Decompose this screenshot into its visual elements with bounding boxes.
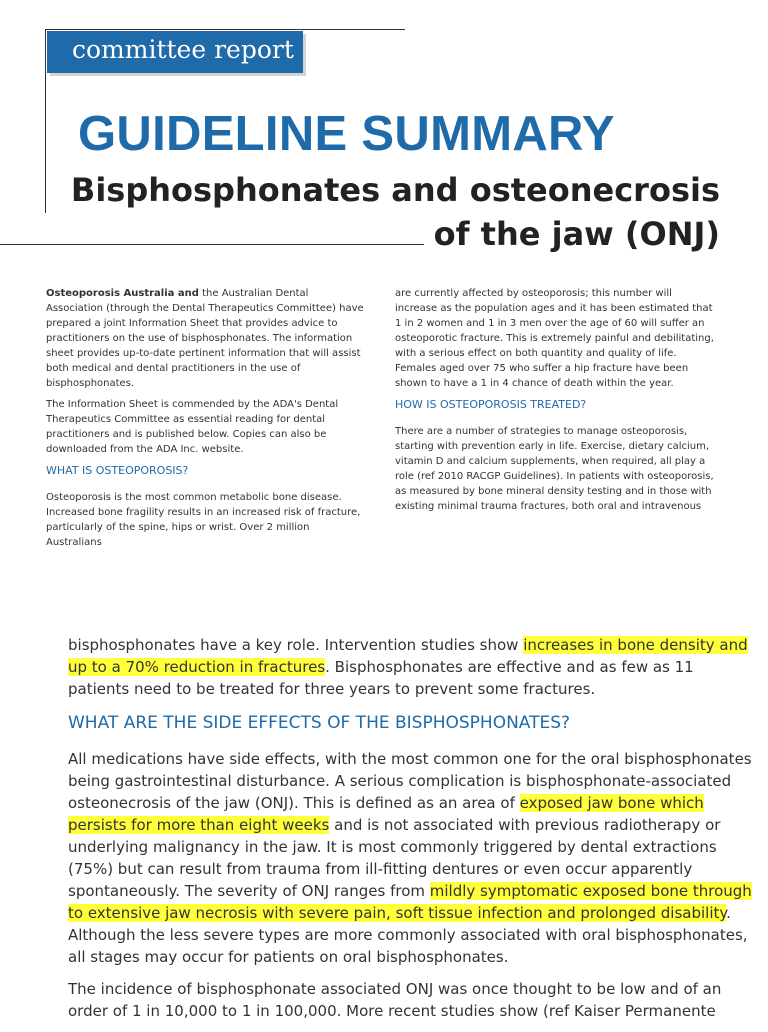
text-segment: bisphosphonates have a key role. Intervention studies show bbox=[68, 636, 524, 654]
intro-rest: the Australian Dental Association (through the Dental Therapeutics Committee) have prepared a joint Information Sheet that provides advice to practitioners on the use of bisphosphonates. The information sheet provides up-to-date pertinent information that will assist both medical and dental practitioners in the use of bisphosphonates. bbox=[46, 288, 364, 389]
highlighted-text: exposed jaw bone which persists for more than eight weeks bbox=[68, 794, 704, 834]
bisphosphonate-role-paragraph bbox=[68, 634, 758, 700]
page-title: GUIDELINE SUMMARY bbox=[78, 107, 615, 161]
left-column bbox=[46, 286, 368, 556]
text-segment: . Although the less severe types are more commonly associated with oral bisphosphonates, all stages may occur for patients on oral bisphosphonates. bbox=[68, 904, 748, 966]
treatment-heading: HOW IS OSTEOPOROSIS TREATED? bbox=[395, 398, 587, 411]
incidence-paragraph: The incidence of bisphosphonate associated ONJ was once thought to be low and of an order of 1 in 10,000 to 1 in 100,000. More recent studies show (ref Kaiser Permanente bbox=[68, 980, 722, 1020]
section-banner: committee report bbox=[47, 31, 303, 73]
osteoporosis-paragraph: Osteoporosis is the most common metabolic bone disease. Increased bone fragility results in an increased risk of fracture, particularly of the spine, hips or wrist. Over 2 million Australians bbox=[46, 492, 361, 548]
intro-paragraph bbox=[46, 286, 368, 391]
side-effects-paragraph bbox=[68, 748, 758, 968]
highlighted-text: increases in bone density and up to a 70% reduction in fractures bbox=[68, 636, 748, 676]
frame-top-rule bbox=[45, 29, 405, 30]
side-effects-heading: WHAT ARE THE SIDE EFFECTS OF THE BISPHOSPHONATES? bbox=[68, 713, 571, 733]
intro-bold: Osteoporosis Australia and bbox=[46, 288, 199, 299]
right-column bbox=[395, 286, 717, 520]
frame-left-rule bbox=[45, 29, 46, 213]
treatment-paragraph: There are a number of strategies to manage osteoporosis, starting with prevention early in life. Exercise, dietary calcium, vitamin D and calcium supplements, when required, all play a role (ref 2010 RACGP Guidelines). In patients with osteoporosis, as measured by bone mineral density testing and in those with existing minimal trauma fractures, both oral and intravenous bbox=[395, 426, 714, 512]
highlighted-text: mildly symptomatic exposed bone through to extensive jaw necrosis with severe pain, soft tissue infection and prolonged disability bbox=[68, 882, 752, 922]
osteoporosis-heading: WHAT IS OSTEOPOROSIS? bbox=[46, 464, 189, 477]
zoomed-body-text bbox=[68, 634, 758, 1032]
prevalence-paragraph: are currently affected by osteoporosis; this number will increase as the population ages and it has been estimated that 1 in 2 women and 1 in 3 men over the age of 60 will suffer an osteoporotic fracture. This is extremely painful and debilitating, with a serious effect on both quantity and quality of life. Females aged over 75 who suffer a hip fracture have been shown to have a 1 in 4 chance of death within the year. bbox=[395, 288, 714, 389]
commendation-paragraph: The Information Sheet is commended by the ADA's Dental Therapeutics Committee as essential reading for dental practitioners and is published below. Copies can also be downloaded from the ADA Inc. website. bbox=[46, 399, 339, 455]
subtitle-line-1: Bisphosphonates and osteonecrosis bbox=[70, 171, 720, 209]
page-subtitle bbox=[71, 168, 720, 256]
subtitle-line-2: of the jaw (ONJ) bbox=[433, 215, 720, 253]
text-segment: . Bisphosphonates are effective and as few as 11 patients need to be treated for three years to prevent some fractures. bbox=[68, 658, 694, 698]
text-segment: and is not associated with previous radiotherapy or underlying malignancy in the jaw. It is most commonly triggered by dental extractions (75%) but can result from trauma from ill-fitting dentures or even occur apparently spontaneously. The severity of ONJ ranges from bbox=[68, 816, 721, 900]
text-segment: All medications have side effects, with the most common one for the oral bisphosphonates being gastrointestinal disturbance. A serious complication is bisphosphonate-associated osteonecrosis of the jaw (ONJ). This is defined as an area of bbox=[68, 750, 752, 812]
